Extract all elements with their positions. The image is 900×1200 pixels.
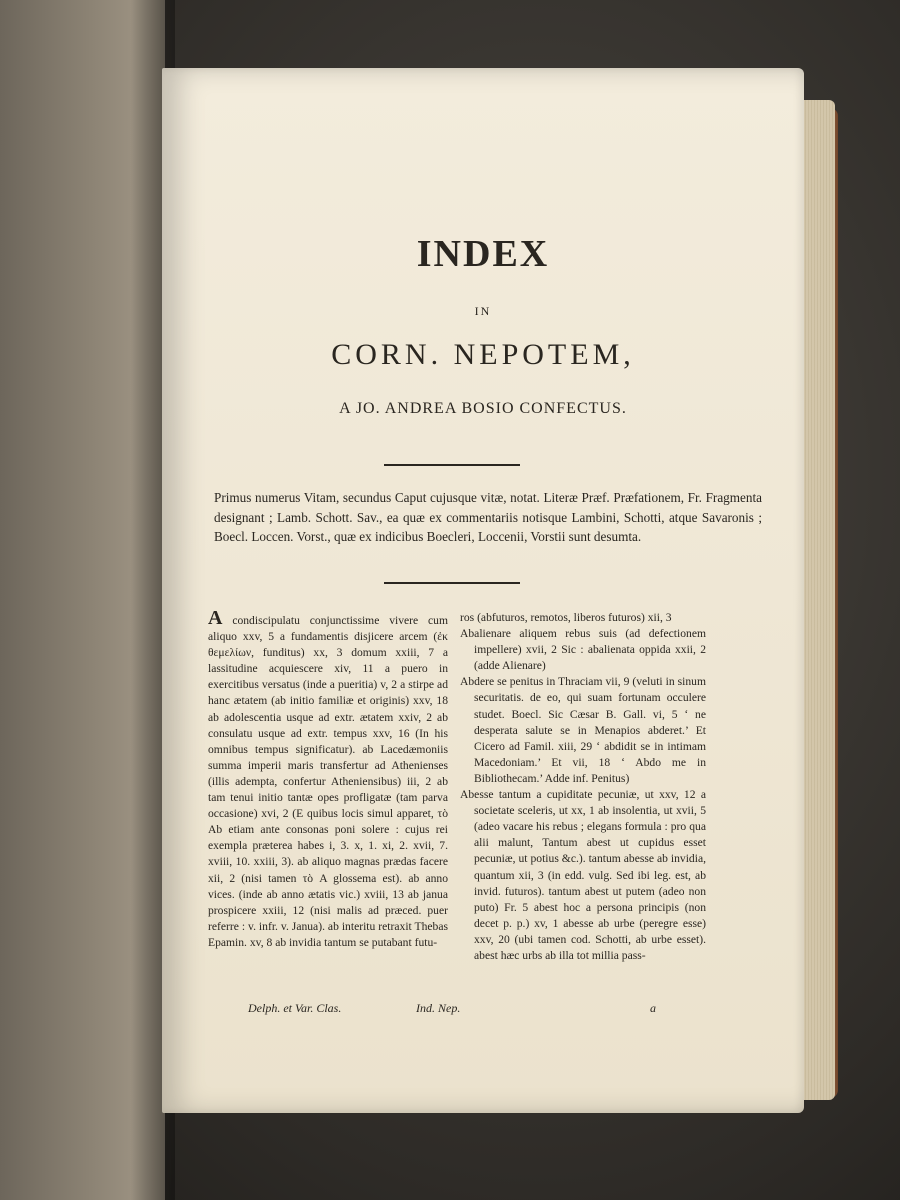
index-title: INDEX xyxy=(416,233,550,275)
left-column xyxy=(208,607,448,951)
index-entry: ros (abfuturos, remotos, liberos futuros) xii, 3 xyxy=(460,611,672,624)
index-entry: Abdere se penitus in Thraciam vii, 9 (veluti in sinum securitatis. de eo, qui suam fortunam occulere studet. Boecl. Sic Cæsar B. Gall. vi, 5 ‘ ne desperata salute se in Menapios abderet.’ Et Cicero ad Famil. xiii, 29 ‘ abdidit se in intimam Macedoniam.’ Et vii, 18 ‘ Abdo me in Bibliothecam.’ Adde inf. Penitus) xyxy=(460,675,706,785)
index-entry: Abalienare aliquem rebus suis (ad defectionem impellere) xvii, 2 Sic : abalienata oppida xxii, 2 (adde Alienare) xyxy=(460,627,706,673)
divider-rule xyxy=(384,582,520,584)
footer-volume: Ind. Nep. xyxy=(416,1001,461,1015)
author-line: A JO. ANDREA BOSIO CONFECTUS. xyxy=(339,400,627,417)
right-page xyxy=(162,68,804,1113)
page-footer xyxy=(162,1001,804,1019)
footer-signature: a xyxy=(650,1001,656,1015)
index-entry: Abesse tantum a cupiditate pecuniæ, ut xxv, 12 a societate sceleris, ut xx, 1 ab insolentia, ut xvii, 5 (adeo vacare his rebus ; elegans formula : pro qua alii malunt, Tantum abest ut cupidus esset pecuniæ, ut potius &c.). tantum abesse ab invidia, quantum xii, 3 (in edd. vulg. Sed ibi leg. est, ab invid. futuros). tantum abest ut putem (adeo non puto) Fr. 5 abest hoc a persona principis (non decet p. p.) xv, 1 abesse ab urbe (peregre esse) xxv, 20 (ubi tamen cod. Schotti, ab urbe esset). abest hæc urbs ab illa tot millia pass- xyxy=(460,788,706,962)
right-column xyxy=(460,610,706,964)
footer-series: Delph. et Var. Clas. xyxy=(248,1001,342,1015)
subtitle: CORN. NEPOTEM, xyxy=(331,338,635,371)
intro-paragraph: Primus numerus Vitam, secundus Caput cujusque vitæ, notat. Literæ Præf. Præfationem, Fr. Fragmenta designant ; Lamb. Schott. Sav., ea quæ ex commentariis notisque Lambini, Schotti, atque Savaronis ; Boecl. Loccen. Vorst., quæ ex indicibus Boecleri, Loccenii, Vorstii sunt desumta. xyxy=(214,490,762,544)
in-label: IN xyxy=(474,304,492,318)
index-entry: A condiscipulatu conjunctissime vivere cum aliquo xxv, 5 a fundamentis disjicere arcem (ἐκ θεμελίων, funditus) xx, 3 domum xxiii, 7 a lassitudine acquiescere xiv, 11 a puero in exercitibus versatus (inde a pueritia) v, 2 a stirpe ad hanc ætatem (ab initio familiæ et originis) xxv, 18 ab adolescentia usque ad extr. ætatem xxiv, 2 ab consulatu usque ad extr. tempus xxv, 16 (In his omnibus tempus significatur). ab Lacedæmoniis summa imperii maris transfertur ad Athenienses (illis adempta, confertur Atheniensibus) iii, 2 ab tam tenui initio tantæ opes profligatæ (tam parva occasione) xvi, 2 (E quibus locis simul apparet, τὸ Ab etiam ante consonas poni solere : cujus rei exempla præterea habes i, 3. x, 1. xi, 2. xvii, 7. xviii, 10. xxiii, 3). ab aliquo magnas prædas facere xii, 2 (nisi tamen τὸ A glossema est). ab anno vices. (inde ab anno ætatis vic.) xviii, 13 ab janua prospicere xxiii, 12 (nisi malis ad præced. puer referre : v. infr. v. Janua). ab interitu retraxit Thebas Epamin. xv, 8 ab invidia tantum se putabant futu- xyxy=(208,607,448,949)
divider-rule xyxy=(384,464,520,466)
